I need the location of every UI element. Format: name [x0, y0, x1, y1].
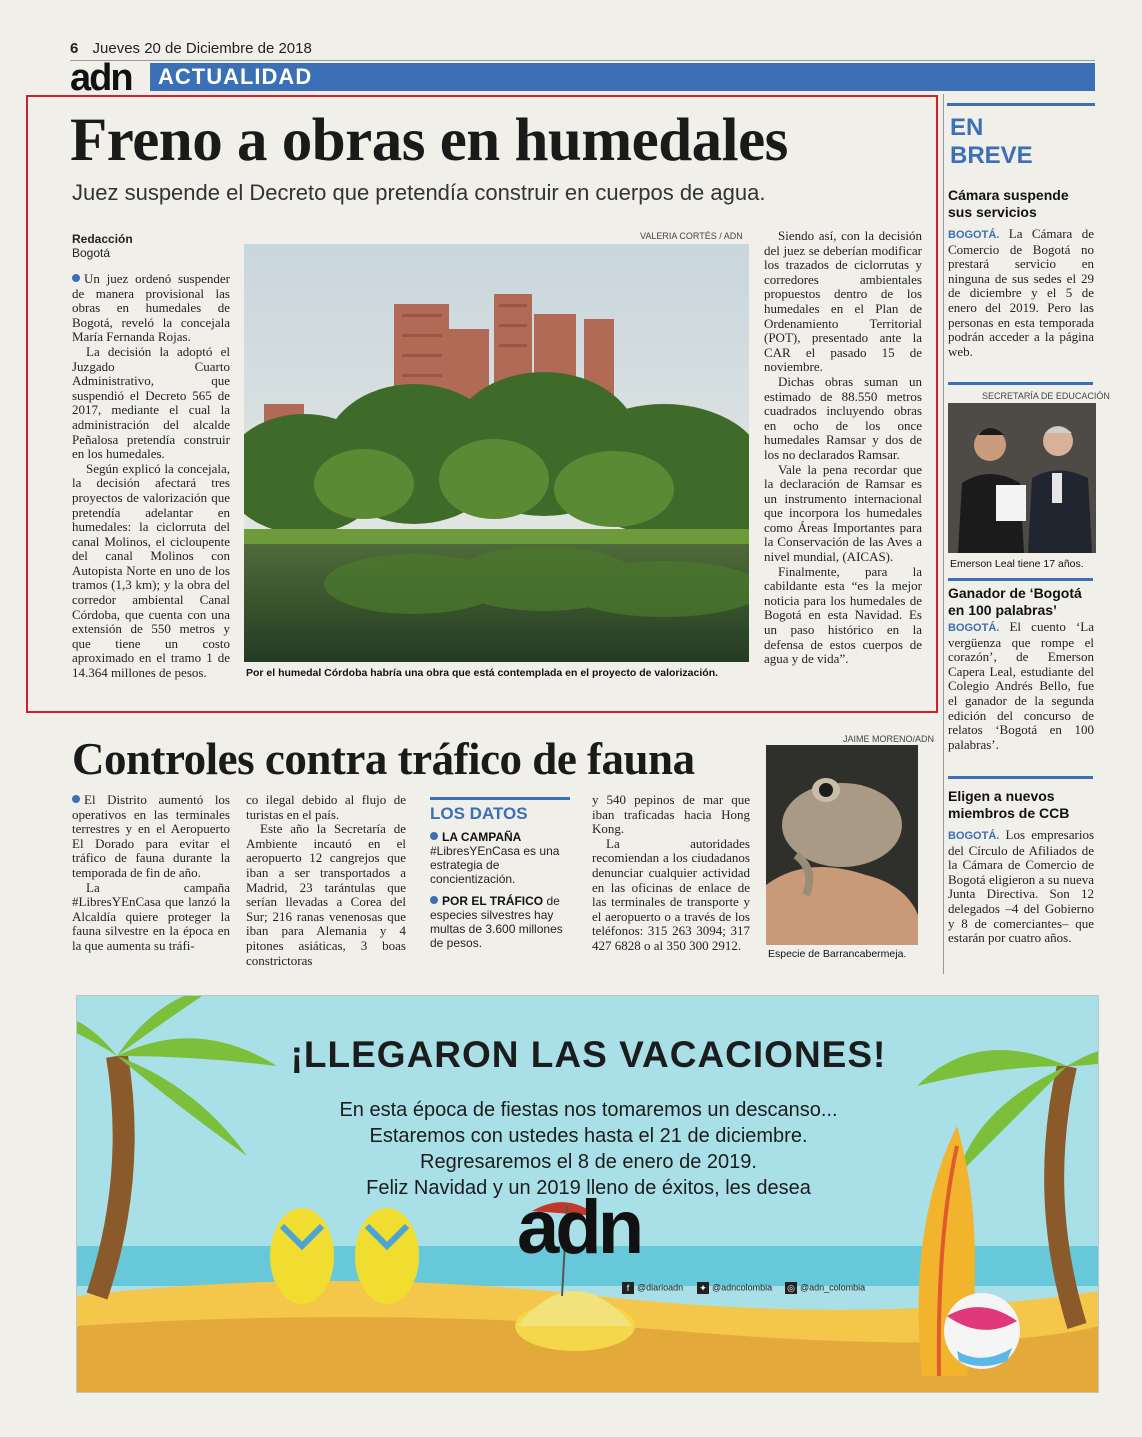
wetland-illustration: [244, 244, 749, 662]
bullet-icon: [72, 795, 80, 803]
section-label: ACTUALIDAD: [158, 64, 313, 89]
ad-line-4: Feliz Navidad y un 2019 lleno de éxitos, les desea: [366, 1177, 811, 1199]
ad-line-3: Regresaremos el 8 de enero de 2019.: [420, 1151, 757, 1173]
award-illustration: [948, 403, 1096, 553]
paragraph: co ilegal debido al flujo de turistas en el país.: [246, 792, 406, 822]
frog-illustration: [766, 745, 918, 945]
brief-lead-1: BOGOTÁ.: [948, 229, 1000, 241]
paragraph: Este año la Secretaría de Ambiente incautó en el aeropuerto 12 cangrejos que iban a ser transportados a Madrid, 23 tarántulas que serían llevadas a Corea del Sur; 216 ranas venenosas que iban para Alemania y 4 pitones asiáticas, 3 boas constrictoras: [246, 821, 406, 968]
datos-rule: [430, 797, 570, 800]
brief-body-2: BOGOTÁ. El cuento ‘La vergüenza que rompe el corazón’, de Emerson Capera Leal, estudiante del Colegio Andrés Bello, fue el ganador de la segunda edición del concurso de relatos ‘Bogotá en 100 palabras’.: [948, 619, 1094, 752]
bullet-icon: [72, 274, 80, 282]
en-breve-rule: [947, 103, 1095, 106]
paragraph: La campaña #LibresYEnCasa que lanzó la Alcaldía quiere proteger la fauna silvestre en la época en la que aumenta su tráfi-: [72, 879, 230, 953]
main-photo-credit: VALERIA CORTÉS / ADN: [640, 231, 743, 241]
brief-title-3: Eligen a nuevos miembros de CCB: [948, 788, 1070, 821]
instagram-icon: ◎: [785, 1282, 797, 1294]
main-column-1: [72, 272, 230, 681]
en-breve-label: EN BREVE: [950, 114, 1033, 169]
frog-photo: [766, 745, 918, 945]
header-rule: [70, 60, 1095, 61]
page-header-date: [70, 40, 312, 57]
brief-body-3: BOGOTÁ. Los empresarios del Círculo de Afiliados de la Cámara de Comercio de Bogotá eligieron a su nueva Junta Directiva. Son 12 delegados –4 del Gobierno y 8 de comerciantes– que estarán por cuatro años.: [948, 827, 1094, 946]
ad-title: ¡LLEGARON LAS VACACIONES!: [290, 1034, 887, 1075]
paragraph: Según explicó la concejala, la decisión afectará tres proyectos de valorización que pretendía adelantar en humedales: la ciclorruta del canal Molinos, el cicloupente del canal Molinos con Autopista Norte en uno de los tramos (1,3 km); y la obra del corredor ambiental Canal Córdoba, que cuenta con una extensión de 550 metros y que tiene un costo aproximado en el tramo 1 de 14.364 millones de pesos.: [72, 460, 230, 681]
datos-title: LOS DATOS: [430, 804, 528, 823]
twitter-icon: ✦: [697, 1282, 709, 1294]
ad-line-2: Estaremos con ustedes hasta el 21 de diciembre.: [369, 1125, 808, 1147]
second-headline: Controles contra tráfico de fauna: [72, 734, 695, 784]
main-deck: Juez suspende el Decreto que pretendía construir en cuerpos de agua.: [72, 180, 766, 205]
wetland-photo: [244, 244, 749, 662]
datos-item-2: POR EL TRÁFICO de especies silvestres hay multas de 3.600 millones de pesos.: [430, 894, 563, 950]
byline-city: Bogotá: [72, 246, 111, 260]
main-headline: Freno a obras en humedales: [70, 107, 788, 174]
paragraph: La decisión la adoptó el Juzgado Cuarto Administrativo, que suspendió el Decreto 565 de 2017, mediante el cual la administración del alcalde Peñalosa pretendía construir en los humedales.: [72, 343, 230, 462]
brief-title-1: Cámara suspende sus servicios: [948, 187, 1069, 220]
brief-title-2: Ganador de ‘Bogotá en 100 palabras’: [948, 585, 1082, 618]
brief-lead-2: BOGOTÁ.: [948, 622, 1000, 634]
brief-rule: [948, 578, 1093, 581]
second-column-4: [592, 793, 750, 954]
brief-lead-3: BOGOTÁ.: [948, 830, 1000, 842]
facebook-handle: f @diarioadn: [622, 1282, 683, 1294]
paragraph: Dichas obras suman un estimado de 88.550 metros cuadrados incluyendo obras en ocho de los once humedales Ramsar y dos de los no declarados Ramsar.: [764, 373, 922, 462]
instagram-handle: ◎ @adn_colombia: [785, 1282, 865, 1294]
adn-logo: adn: [70, 57, 132, 99]
facebook-icon: f: [622, 1282, 634, 1294]
bullet-icon: [430, 896, 438, 904]
second-column-2: [246, 793, 406, 968]
second-column-1: El Distrito aumentó los operativos en las terminales terrestres y en el Aeropuerto El Dorado para evitar el tráfico de fauna durante la temporada de fin de año. La campaña #LibresYEnCasa que lanzó la Alcaldía quiere proteger la fauna silvestre en la época en la que aumenta su tráfi-: [72, 792, 230, 953]
brief-rule: [948, 776, 1093, 779]
paragraph: Un juez ordenó suspender de manera provisional las obras en humedales de Bogotá, reveló la concejala María Fernanda Rojas.: [72, 271, 230, 345]
brief-rule: [948, 382, 1093, 385]
bullet-icon: [430, 832, 438, 840]
main-photo-caption: Por el humedal Córdoba habría una obra que está contemplada en el proyecto de valorización.: [246, 667, 719, 679]
sidebar-divider: [943, 94, 944, 974]
byline-name: Redacción: [72, 232, 133, 246]
ad-adn-logo: adn: [517, 1185, 641, 1270]
vacation-ad: [76, 995, 1099, 1393]
paragraph: Siendo así, con la decisión del juez se deberían modificar los trazados de ciclorrutas y corredores ambientales propuestos dentro de los humedales en el Plan de Ordenamiento Territorial (POT), presentado ante la CAR el pasado 15 de noviembre.: [764, 228, 922, 375]
frog-photo-credit: JAIME MORENO/ADN: [843, 734, 935, 744]
twitter-handle: ✦ @adncolombia: [697, 1282, 772, 1294]
frog-photo-caption: Especie de Barrancabermeja.: [768, 948, 907, 960]
paragraph: La autoridades recomiendan a los ciudadanos denunciar cualquier actividad en las oficinas de enlace de las terminales de transporte y el aeropuerto o a través de los teléfonos: 315 263 3094; 317 427 6828 o al 350 300 2912.: [592, 835, 750, 953]
ad-line-1: En esta época de fiestas nos tomaremos un descanso...: [339, 1099, 838, 1121]
paragraph: y 540 pepinos de mar que iban traficadas hacia Hong Kong.: [592, 792, 750, 837]
brief-body-1: BOGOTÁ. La Cámara de Comercio de Bogotá no prestará servicio en ninguna de sus sedes el 29 de diciembre y el 5 de enero del 2019. Pero las personas en esta temporada podrán acceder a la página web.: [948, 226, 1095, 359]
edition-date: Jueves 20 de Diciembre de 2018: [92, 40, 312, 57]
brief-photo-credit: SECRETARÍA DE EDUCACIÓN: [982, 391, 1110, 401]
award-photo-caption: Emerson Leal tiene 17 años.: [950, 558, 1084, 570]
los-datos-box: [430, 797, 580, 962]
paragraph: Vale la pena recordar que la declaración de Ramsar es un instrumento internacional que incorpora los humedales como Áreas Importantes para la Conservación de las Aves a nivel mundial, (AICAS).: [764, 461, 922, 565]
page-number: 6: [70, 40, 79, 57]
paragraph: Finalmente, para la cabildante esta “es la mejor noticia para los humedales de Bogotá en esta Navidad. Es un paso histórico en la defensa de estos cuerpos de agua y de vida”.: [764, 563, 922, 667]
main-column-3: [764, 229, 922, 667]
award-photo: [948, 403, 1096, 553]
datos-item-1: LA CAMPAÑA #LibresYEnCasa es una estrategia de concientización.: [430, 830, 560, 886]
